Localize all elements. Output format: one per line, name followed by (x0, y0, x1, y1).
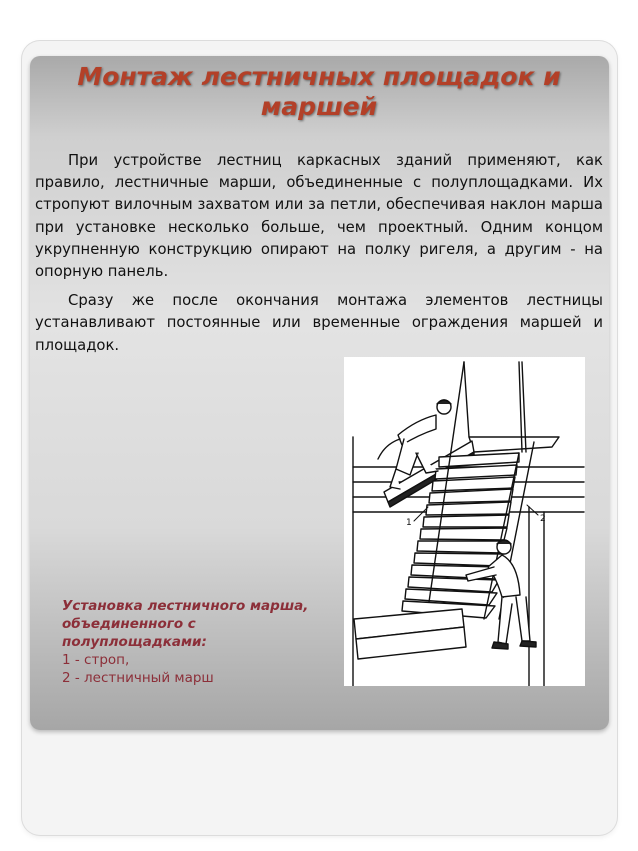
slide-title: Монтаж лестничных площадок и маршей (77, 62, 561, 121)
stair-drawing (344, 357, 585, 686)
figure-label-1: 1 (406, 518, 412, 528)
caption-heading: Установка лестничного марша, объединенного с полуплощадками: (62, 598, 309, 650)
stair-installation-figure (344, 357, 585, 686)
body-text (35, 150, 603, 357)
paragraph-1: При устройстве лестниц каркасных зданий применяют, как правило, лестничные марши, объединенные с полуплощадками. Их стропуют вилочным захватом или за петли, обеспечивая наклон марша при установке несколько больше, чем проектный. Одним концом укрупненную конструкцию опирают на полку ригеля, а другим - на опорную панель. (35, 152, 603, 281)
figure-caption (62, 597, 332, 687)
caption-item-2: 2 - лестничный марш (62, 670, 214, 686)
figure-label-2: 2 (540, 514, 546, 524)
caption-item-1: 1 - строп, (62, 652, 130, 668)
paragraph-2: Сразу же после окончания монтажа элементов лестницы устанавливают постоянные или временные ограждения маршей и площадок. (35, 292, 603, 354)
lower-landing (354, 609, 466, 659)
